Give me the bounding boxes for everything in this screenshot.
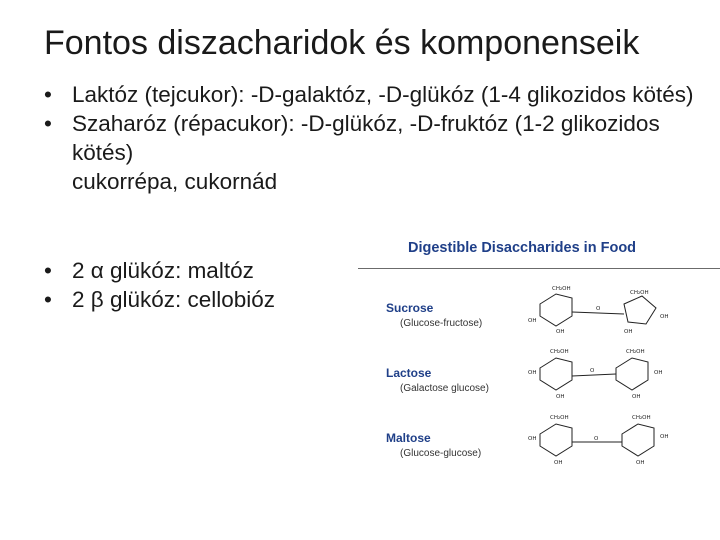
maltose-label: Maltose: [386, 431, 431, 445]
atom-oh: OH: [632, 394, 641, 400]
atom-oh: OH: [528, 436, 537, 442]
atom-o: O: [590, 368, 595, 374]
disaccharide-figure: [356, 234, 720, 484]
bullet-sucrose: • Szaharóz (répacukor): -D-glükóz, -D-fruktóz (1-2 glikozidos kötés): [44, 109, 704, 167]
figure-title: Digestible Disaccharides in Food: [408, 240, 637, 256]
lactose-label: Lactose: [386, 366, 432, 380]
atom-oh: OH: [528, 370, 537, 376]
sucrose-label: Sucrose: [386, 301, 434, 315]
atom-ch2oh: CH₂OH: [630, 290, 649, 296]
atom-oh: OH: [554, 460, 563, 466]
sucrose-subtitle: (Glucose-fructose): [400, 318, 483, 329]
sucrose-structure-icon: [528, 282, 708, 336]
atom-oh: OH: [624, 329, 633, 335]
atom-ch2oh: CH₂OH: [626, 349, 645, 355]
bullet-cellobiose: • 2 β glükóz: cellobióz: [44, 285, 704, 314]
lactose-structure-icon: [528, 344, 708, 400]
bullet-sucrose-sources: [44, 167, 704, 196]
maltose-subtitle: (Glucose-glucose): [400, 448, 482, 459]
bullet-maltose: • 2 α glükóz: maltóz: [44, 256, 704, 285]
atom-ch2oh: CH₂OH: [550, 415, 569, 421]
atom-oh: OH: [660, 314, 669, 320]
atom-o: O: [594, 436, 599, 442]
atom-oh: OH: [654, 370, 663, 376]
bullet-lactose: • Laktóz (tejcukor): -D-galaktóz, -D-glükóz (1-4 glikozidos kötés): [44, 80, 704, 109]
atom-o: O: [596, 306, 601, 312]
atom-oh: OH: [660, 434, 669, 440]
atom-ch2oh: CH₂OH: [550, 349, 569, 355]
atom-oh: OH: [556, 329, 565, 335]
atom-ch2oh: CH₂OH: [552, 286, 571, 292]
atom-oh: OH: [556, 394, 565, 400]
slide-title: Fontos diszacharidok és komponenseik: [44, 24, 640, 62]
maltose-structure-icon: [528, 410, 708, 466]
sucrose-sources-text: cukorrépa, cukornád: [72, 169, 278, 194]
atom-ch2oh: CH₂OH: [632, 415, 651, 421]
atom-oh: OH: [528, 318, 537, 324]
figure-divider: [358, 268, 720, 269]
atom-oh: OH: [636, 460, 645, 466]
lactose-subtitle: (Galactose glucose): [400, 383, 489, 394]
